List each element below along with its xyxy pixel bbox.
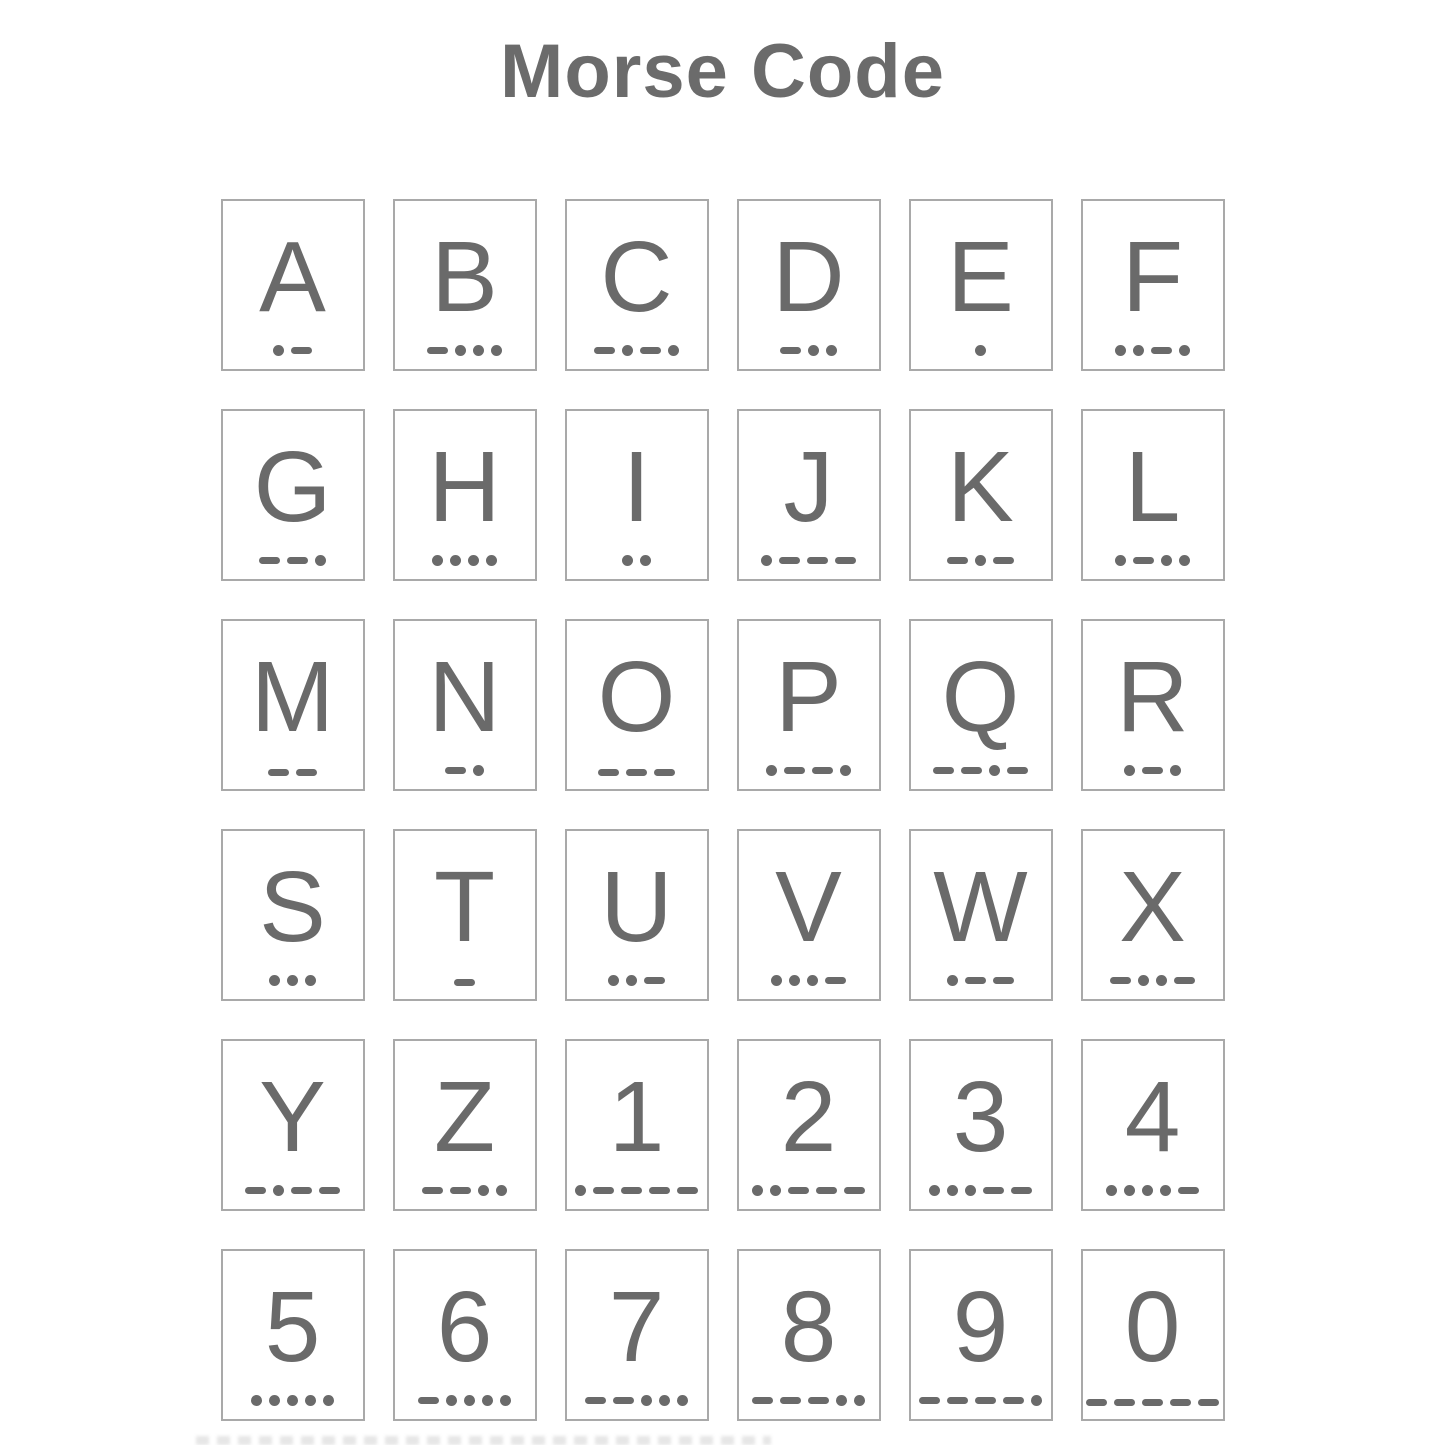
dash-icon xyxy=(835,557,856,564)
morse-card xyxy=(909,1039,1053,1211)
dot-icon xyxy=(251,1395,262,1406)
dot-icon xyxy=(622,555,633,566)
dash-icon xyxy=(788,1187,809,1194)
dot-icon xyxy=(305,1395,316,1406)
morse-card xyxy=(737,1249,881,1421)
card-symbol: S xyxy=(259,851,326,964)
morse-code xyxy=(739,555,879,566)
dot-icon xyxy=(1160,1185,1171,1196)
morse-card xyxy=(909,829,1053,1001)
morse-card xyxy=(737,829,881,1001)
dash-icon xyxy=(593,1187,614,1194)
dot-icon xyxy=(1031,1395,1042,1406)
morse-card xyxy=(393,1249,537,1421)
morse-card xyxy=(737,199,881,371)
dash-icon xyxy=(291,347,312,354)
card-symbol: 0 xyxy=(1124,1271,1181,1384)
dot-icon xyxy=(273,1185,284,1196)
dash-icon xyxy=(807,557,828,564)
dash-icon xyxy=(993,977,1014,984)
dot-icon xyxy=(273,345,284,356)
card-symbol: E xyxy=(947,221,1014,334)
dot-icon xyxy=(965,1185,976,1196)
morse-code xyxy=(223,1395,363,1406)
dash-icon xyxy=(1086,1399,1107,1406)
morse-code xyxy=(1083,555,1223,566)
card-symbol: Y xyxy=(259,1061,326,1174)
dot-icon xyxy=(432,555,443,566)
morse-card xyxy=(565,829,709,1001)
morse-card xyxy=(393,199,537,371)
dot-icon xyxy=(947,1185,958,1196)
dash-icon xyxy=(780,1397,801,1404)
morse-code xyxy=(911,765,1051,776)
morse-card xyxy=(221,199,365,371)
dot-icon xyxy=(1156,975,1167,986)
dash-icon xyxy=(644,977,665,984)
morse-card xyxy=(1081,1249,1225,1421)
dot-icon xyxy=(468,555,479,566)
card-symbol: 2 xyxy=(780,1061,837,1174)
dash-icon xyxy=(626,769,647,776)
morse-card xyxy=(565,199,709,371)
dot-icon xyxy=(496,1185,507,1196)
morse-card xyxy=(737,1039,881,1211)
dot-icon xyxy=(269,1395,280,1406)
dot-icon xyxy=(473,345,484,356)
dash-icon xyxy=(654,769,675,776)
dash-icon xyxy=(752,1397,773,1404)
dash-icon xyxy=(259,557,280,564)
card-symbol: W xyxy=(933,851,1028,964)
dot-icon xyxy=(1106,1185,1117,1196)
dot-icon xyxy=(575,1185,586,1196)
morse-code xyxy=(223,555,363,566)
dash-icon xyxy=(844,1187,865,1194)
dash-icon xyxy=(780,347,801,354)
dash-icon xyxy=(594,347,615,354)
dash-icon xyxy=(1178,1187,1199,1194)
morse-code xyxy=(911,1185,1051,1196)
dot-icon xyxy=(1115,345,1126,356)
dot-icon xyxy=(929,1185,940,1196)
morse-code xyxy=(395,1185,535,1196)
card-symbol: A xyxy=(259,221,326,334)
morse-code xyxy=(739,975,879,986)
morse-card xyxy=(1081,829,1225,1001)
dot-icon xyxy=(770,1185,781,1196)
morse-code xyxy=(223,769,363,776)
morse-code xyxy=(1083,1185,1223,1196)
dash-icon xyxy=(825,977,846,984)
morse-card xyxy=(1081,619,1225,791)
dot-icon xyxy=(269,975,280,986)
card-symbol: B xyxy=(431,221,498,334)
morse-code xyxy=(223,1185,363,1196)
card-symbol: G xyxy=(253,431,332,544)
morse-card xyxy=(393,829,537,1001)
dash-icon xyxy=(779,557,800,564)
dash-icon xyxy=(947,557,968,564)
card-symbol: L xyxy=(1124,431,1181,544)
morse-card xyxy=(393,1039,537,1211)
morse-code xyxy=(567,345,707,356)
dash-icon xyxy=(319,1187,340,1194)
morse-code xyxy=(395,979,535,986)
dot-icon xyxy=(807,975,818,986)
morse-code xyxy=(567,555,707,566)
dot-icon xyxy=(1170,765,1181,776)
morse-code xyxy=(1083,1399,1223,1406)
dot-icon xyxy=(455,345,466,356)
morse-card xyxy=(393,619,537,791)
dot-icon xyxy=(473,765,484,776)
dash-icon xyxy=(677,1187,698,1194)
morse-code xyxy=(1083,765,1223,776)
card-symbol: 1 xyxy=(608,1061,665,1174)
card-symbol: 6 xyxy=(436,1271,493,1384)
dot-icon xyxy=(323,1395,334,1406)
morse-card xyxy=(221,1039,365,1211)
morse-card xyxy=(737,619,881,791)
dash-icon xyxy=(1007,767,1028,774)
morse-card xyxy=(909,1249,1053,1421)
card-symbol: 8 xyxy=(780,1271,837,1384)
morse-code xyxy=(911,555,1051,566)
dot-icon xyxy=(1124,1185,1135,1196)
dot-icon xyxy=(500,1395,511,1406)
dash-icon xyxy=(649,1187,670,1194)
dash-icon xyxy=(640,347,661,354)
dot-icon xyxy=(305,975,316,986)
dash-icon xyxy=(812,767,833,774)
dash-icon xyxy=(1133,557,1154,564)
card-symbol: 9 xyxy=(952,1271,1009,1384)
dot-icon xyxy=(446,1395,457,1406)
dash-icon xyxy=(1198,1399,1219,1406)
dot-icon xyxy=(1161,555,1172,566)
morse-card xyxy=(565,619,709,791)
dot-icon xyxy=(315,555,326,566)
dash-icon xyxy=(965,977,986,984)
morse-code xyxy=(395,765,535,776)
dot-icon xyxy=(808,345,819,356)
card-symbol: R xyxy=(1116,641,1189,754)
dot-icon xyxy=(975,345,986,356)
dash-icon xyxy=(1142,1399,1163,1406)
morse-code xyxy=(739,765,879,776)
dash-icon xyxy=(268,769,289,776)
card-symbol: C xyxy=(600,221,673,334)
dot-icon xyxy=(486,555,497,566)
dash-icon xyxy=(1110,977,1131,984)
card-symbol: H xyxy=(428,431,501,544)
morse-code xyxy=(1083,975,1223,986)
card-symbol: 7 xyxy=(608,1271,665,1384)
card-symbol: Z xyxy=(433,1061,496,1174)
dash-icon xyxy=(585,1397,606,1404)
morse-code xyxy=(1083,345,1223,356)
morse-code xyxy=(223,975,363,986)
dash-icon xyxy=(1174,977,1195,984)
dash-icon xyxy=(296,769,317,776)
dot-icon xyxy=(478,1185,489,1196)
morse-card xyxy=(909,619,1053,791)
dot-icon xyxy=(989,765,1000,776)
page-title: Morse Code xyxy=(500,29,945,114)
dot-icon xyxy=(826,345,837,356)
card-symbol: U xyxy=(600,851,673,964)
card-symbol: O xyxy=(597,641,676,754)
dash-icon xyxy=(1142,767,1163,774)
card-symbol: K xyxy=(947,431,1014,544)
dash-icon xyxy=(975,1397,996,1404)
dot-icon xyxy=(668,345,679,356)
dash-icon xyxy=(450,1187,471,1194)
dot-icon xyxy=(491,345,502,356)
dash-icon xyxy=(933,767,954,774)
dash-icon xyxy=(1114,1399,1135,1406)
dash-icon xyxy=(287,557,308,564)
dash-icon xyxy=(1003,1397,1024,1404)
card-symbol: Q xyxy=(941,641,1020,754)
card-symbol: J xyxy=(783,431,834,544)
dash-icon xyxy=(621,1187,642,1194)
dash-icon xyxy=(418,1397,439,1404)
dot-icon xyxy=(677,1395,688,1406)
morse-card xyxy=(221,1249,365,1421)
morse-card xyxy=(1081,1039,1225,1211)
watermark-text-cutoff xyxy=(196,1436,771,1445)
morse-code xyxy=(395,1395,535,1406)
dot-icon xyxy=(1115,555,1126,566)
morse-card xyxy=(737,409,881,581)
dash-icon xyxy=(1151,347,1172,354)
dash-icon xyxy=(427,347,448,354)
morse-card xyxy=(909,199,1053,371)
dash-icon xyxy=(919,1397,940,1404)
dot-icon xyxy=(836,1395,847,1406)
dash-icon xyxy=(784,767,805,774)
dot-icon xyxy=(641,1395,652,1406)
dot-icon xyxy=(947,975,958,986)
dot-icon xyxy=(287,975,298,986)
dot-icon xyxy=(450,555,461,566)
card-symbol: P xyxy=(775,641,842,754)
morse-card xyxy=(221,829,365,1001)
card-symbol: 5 xyxy=(264,1271,321,1384)
dash-icon xyxy=(961,767,982,774)
morse-card xyxy=(221,409,365,581)
dot-icon xyxy=(789,975,800,986)
card-symbol: N xyxy=(428,641,501,754)
morse-code xyxy=(567,769,707,776)
morse-card xyxy=(1081,409,1225,581)
dot-icon xyxy=(482,1395,493,1406)
morse-card xyxy=(221,619,365,791)
dot-icon xyxy=(1124,765,1135,776)
dot-icon xyxy=(287,1395,298,1406)
dash-icon xyxy=(422,1187,443,1194)
dash-icon xyxy=(454,979,475,986)
dot-icon xyxy=(659,1395,670,1406)
morse-code xyxy=(739,345,879,356)
dot-icon xyxy=(640,555,651,566)
morse-card xyxy=(565,1039,709,1211)
dash-icon xyxy=(613,1397,634,1404)
morse-code xyxy=(567,1395,707,1406)
card-symbol: X xyxy=(1119,851,1186,964)
card-symbol: 3 xyxy=(952,1061,1009,1174)
dash-icon xyxy=(983,1187,1004,1194)
dot-icon xyxy=(766,765,777,776)
dot-icon xyxy=(1179,345,1190,356)
morse-card xyxy=(1081,199,1225,371)
morse-code xyxy=(223,345,363,356)
dash-icon xyxy=(808,1397,829,1404)
dot-icon xyxy=(1179,555,1190,566)
dot-icon xyxy=(854,1395,865,1406)
dot-icon xyxy=(840,765,851,776)
morse-code xyxy=(739,1395,879,1406)
dash-icon xyxy=(1011,1187,1032,1194)
morse-card-grid xyxy=(221,199,1225,1421)
card-symbol: M xyxy=(250,641,335,754)
morse-card xyxy=(393,409,537,581)
morse-card xyxy=(565,1249,709,1421)
dash-icon xyxy=(245,1187,266,1194)
dot-icon xyxy=(1133,345,1144,356)
morse-code xyxy=(911,1395,1051,1406)
dot-icon xyxy=(464,1395,475,1406)
card-symbol: T xyxy=(433,851,496,964)
dot-icon xyxy=(975,555,986,566)
morse-card xyxy=(565,409,709,581)
dot-icon xyxy=(752,1185,763,1196)
dot-icon xyxy=(771,975,782,986)
dash-icon xyxy=(445,767,466,774)
card-symbol: F xyxy=(1121,221,1184,334)
card-symbol: V xyxy=(775,851,842,964)
morse-code xyxy=(395,555,535,566)
card-symbol: D xyxy=(772,221,845,334)
dot-icon xyxy=(1142,1185,1153,1196)
morse-code xyxy=(567,975,707,986)
morse-code xyxy=(395,345,535,356)
morse-code xyxy=(739,1185,879,1196)
dash-icon xyxy=(947,1397,968,1404)
morse-code xyxy=(567,1185,707,1196)
dash-icon xyxy=(598,769,619,776)
dash-icon xyxy=(291,1187,312,1194)
morse-code xyxy=(911,345,1051,356)
dot-icon xyxy=(608,975,619,986)
morse-card xyxy=(909,409,1053,581)
card-symbol: 4 xyxy=(1124,1061,1181,1174)
dot-icon xyxy=(622,345,633,356)
dot-icon xyxy=(1138,975,1149,986)
card-symbol: I xyxy=(622,431,651,544)
dot-icon xyxy=(761,555,772,566)
morse-code xyxy=(911,975,1051,986)
dash-icon xyxy=(1170,1399,1191,1406)
dash-icon xyxy=(993,557,1014,564)
dash-icon xyxy=(816,1187,837,1194)
dot-icon xyxy=(626,975,637,986)
